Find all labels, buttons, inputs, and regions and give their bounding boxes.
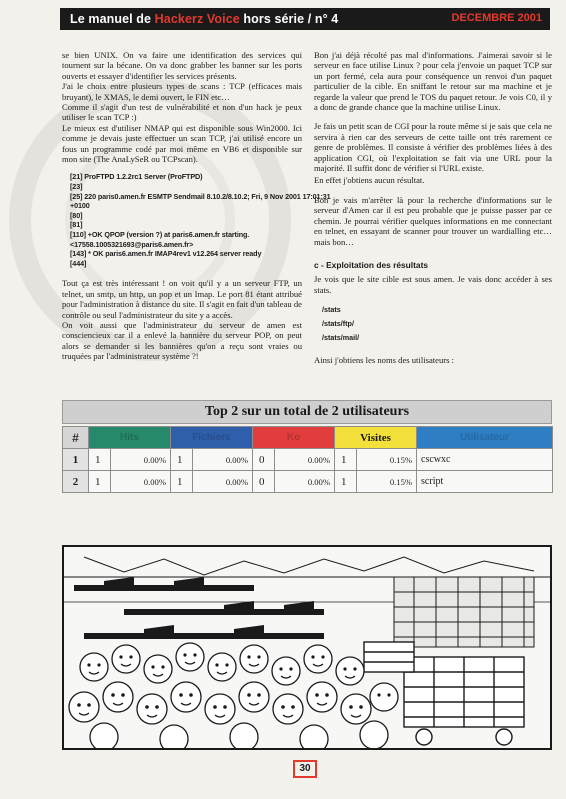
- row-fichiers-pct: 0.00%: [193, 449, 253, 471]
- row-rank: 2: [63, 471, 89, 493]
- row-fichiers: 1: [171, 449, 193, 471]
- right-paragraph: Je fais un petit scan de CGI pour la route même si je sais que cela ne servira à rien car des serveurs de cette taille ont très rarement ce genre de problèmes. Il consiste à vérifier des problèmes liées à des application CGI, où l'exploitation se fait via une URL pour la majorité. Il suffit donc de vérifier si l'URL existe.: [314, 121, 552, 174]
- stats-path: /stats/ftp/: [322, 319, 354, 329]
- row-fichiers: 1: [171, 471, 193, 493]
- section-title: c - Exploitation des résultats: [314, 259, 429, 270]
- code-line: [23]: [70, 182, 83, 192]
- row-ko-pct: 0.00%: [275, 449, 335, 471]
- header-utilisateur: Utilisateur: [417, 427, 553, 449]
- stats-table: [62, 426, 553, 493]
- header-hits: Hits: [89, 427, 171, 449]
- right-paragraph: Ainsi j'obtiens les noms des utilisateurs :: [314, 355, 454, 366]
- right-paragraph: En effet j'obtiens aucun résultat.: [314, 175, 425, 186]
- row-hits-pct: 0.00%: [111, 449, 171, 471]
- page-number: 30: [293, 760, 317, 778]
- header-bar: [60, 8, 550, 30]
- header-date: DECEMBRE 2001: [451, 12, 542, 24]
- row-visites-pct: 0.15%: [357, 471, 417, 493]
- table-row: [63, 449, 553, 471]
- header-ko: Ko: [253, 427, 335, 449]
- code-line: [143] * OK paris6.amen.fr IMAP4rev1 v12.264 server ready: [70, 249, 262, 259]
- row-user: script: [417, 471, 553, 493]
- row-ko: 0: [253, 471, 275, 493]
- stats-path: /stats: [322, 305, 341, 315]
- row-fichiers-pct: 0.00%: [193, 471, 253, 493]
- left-paragraph: J'ai le choix entre plusieurs types de scans : TCP (efficaces mais bruyant), le XMAS, le demi ouvert, le FIN etc…: [62, 81, 302, 102]
- right-paragraph: Bon je vais m'arrêter là pour la recherche d'informations sur le serveur d'Amen car il est peu probable que je puisse passer par ce chemin. Je pourrai vérifier quelques informations en me connectant en telnet, en essayant de scanner pour trouver un wardialling etc… mais bon…: [314, 194, 552, 247]
- code-line: [110] +OK QPOP (version ?) at paris6.amen.fr starting.: [70, 230, 250, 240]
- code-line: [21] ProFTPD 1.2.2rc1 Server (ProFTPD): [70, 172, 203, 182]
- left-paragraph: Tout ça est très intéressant ! on voit qu'il y a un serveur FTP, un telnet, un smtp, un http, un pop et un Imap. Le port 81 étant attribué pour l'administration à distance du site. Il s'agit en fait d'un tableau de contrôle ou seul l'administrateur du site y a accès.: [62, 278, 302, 320]
- left-paragraph: On voit aussi que l'administrateur du serveur de amen est consciencieux car il a enlevé la bannière du serveur POP, on peut alors se demander si les bannières qu'on a reçu sont vraies ou truquées par l'administrateur système ?!: [62, 320, 302, 362]
- header-hash: #: [63, 427, 89, 449]
- stats-table-title: Top 2 sur un total de 2 utilisateurs: [62, 400, 552, 424]
- left-paragraph: Le mieux est d'utiliser NMAP qui est disponible sous Win2000. Ici comme je devais juste effectuer un scan TCP, j'ai utilisé encore un fous un programme codé par moi même en VB6 et disponible sur mon site (The AnaLySeR ou TCPscan).: [62, 122, 302, 165]
- code-line: [444]: [70, 258, 87, 268]
- row-hits-pct: 0.00%: [111, 471, 171, 493]
- header-title: [70, 12, 338, 26]
- header-title-prefix: Le manuel de: [70, 12, 155, 26]
- row-hits: 1: [89, 471, 111, 493]
- code-line: [80]: [70, 210, 83, 220]
- header-fichiers: Fichiers: [171, 427, 253, 449]
- row-visites: 1: [335, 471, 357, 493]
- table-row: [63, 471, 553, 493]
- left-paragraph: se bien UNIX. On va faire une identification des services qui tournent sur la bécane. On va donc grabber les banner sur les ports ouverts et essayer d'identifier les services présents.: [62, 50, 302, 81]
- left-paragraph: Comme il s'agit d'un test de vulnérabilité et non d'un hack je peux utiliser le scan TCP :): [62, 102, 302, 123]
- right-column: [314, 50, 552, 366]
- stats-paths: [322, 303, 552, 345]
- right-paragraph: Je vois que le site cible est sous amen. Je vais donc accéder à ses stats.: [314, 274, 552, 295]
- left-column: [62, 50, 331, 362]
- row-ko: 0: [253, 449, 275, 471]
- code-line: <17558.1005321693@paris6.amen.fr>: [70, 239, 194, 249]
- stats-table-panel: [62, 400, 552, 493]
- header-title-suffix: hors série / n° 4: [239, 12, 339, 26]
- banner-code-block: [70, 172, 331, 268]
- stats-path: /stats/mail/: [322, 333, 360, 343]
- row-ko-pct: 0.00%: [275, 471, 335, 493]
- row-visites: 1: [335, 449, 357, 471]
- row-user: cscwxc: [417, 449, 553, 471]
- row-hits: 1: [89, 449, 111, 471]
- right-paragraph: Bon j'ai déjà récolté pas mal d'informations. J'aimerai savoir si le serveur en face utilise Linux ? pour cela j'envoie un paquet TCP sur un port fermé, cela aura pour conséquence un renvoi d'un paquet particulier de la cible. En sniffant le retour sur ma machine et je regarde la valeur que prend le TOS du paquet retour. Je vois C0, il y a donc de grande chance que la machine utilise Linux.: [314, 50, 552, 113]
- code-line: [81]: [70, 220, 83, 230]
- code-line: +0100: [70, 201, 90, 211]
- crowd-cartoon-illustration-icon: [62, 545, 552, 750]
- row-visites-pct: 0.15%: [357, 449, 417, 471]
- header-visites: Visites: [335, 427, 417, 449]
- row-rank: 1: [63, 449, 89, 471]
- header-title-highlight: Hackerz Voice: [154, 12, 240, 26]
- illustration-drawing: [64, 547, 550, 748]
- code-line: [25] 220 paris0.amen.fr ESMTP Sendmail 8.10.2/8.10.2; Fri, 9 Nov 2001 17:01:31: [70, 191, 331, 201]
